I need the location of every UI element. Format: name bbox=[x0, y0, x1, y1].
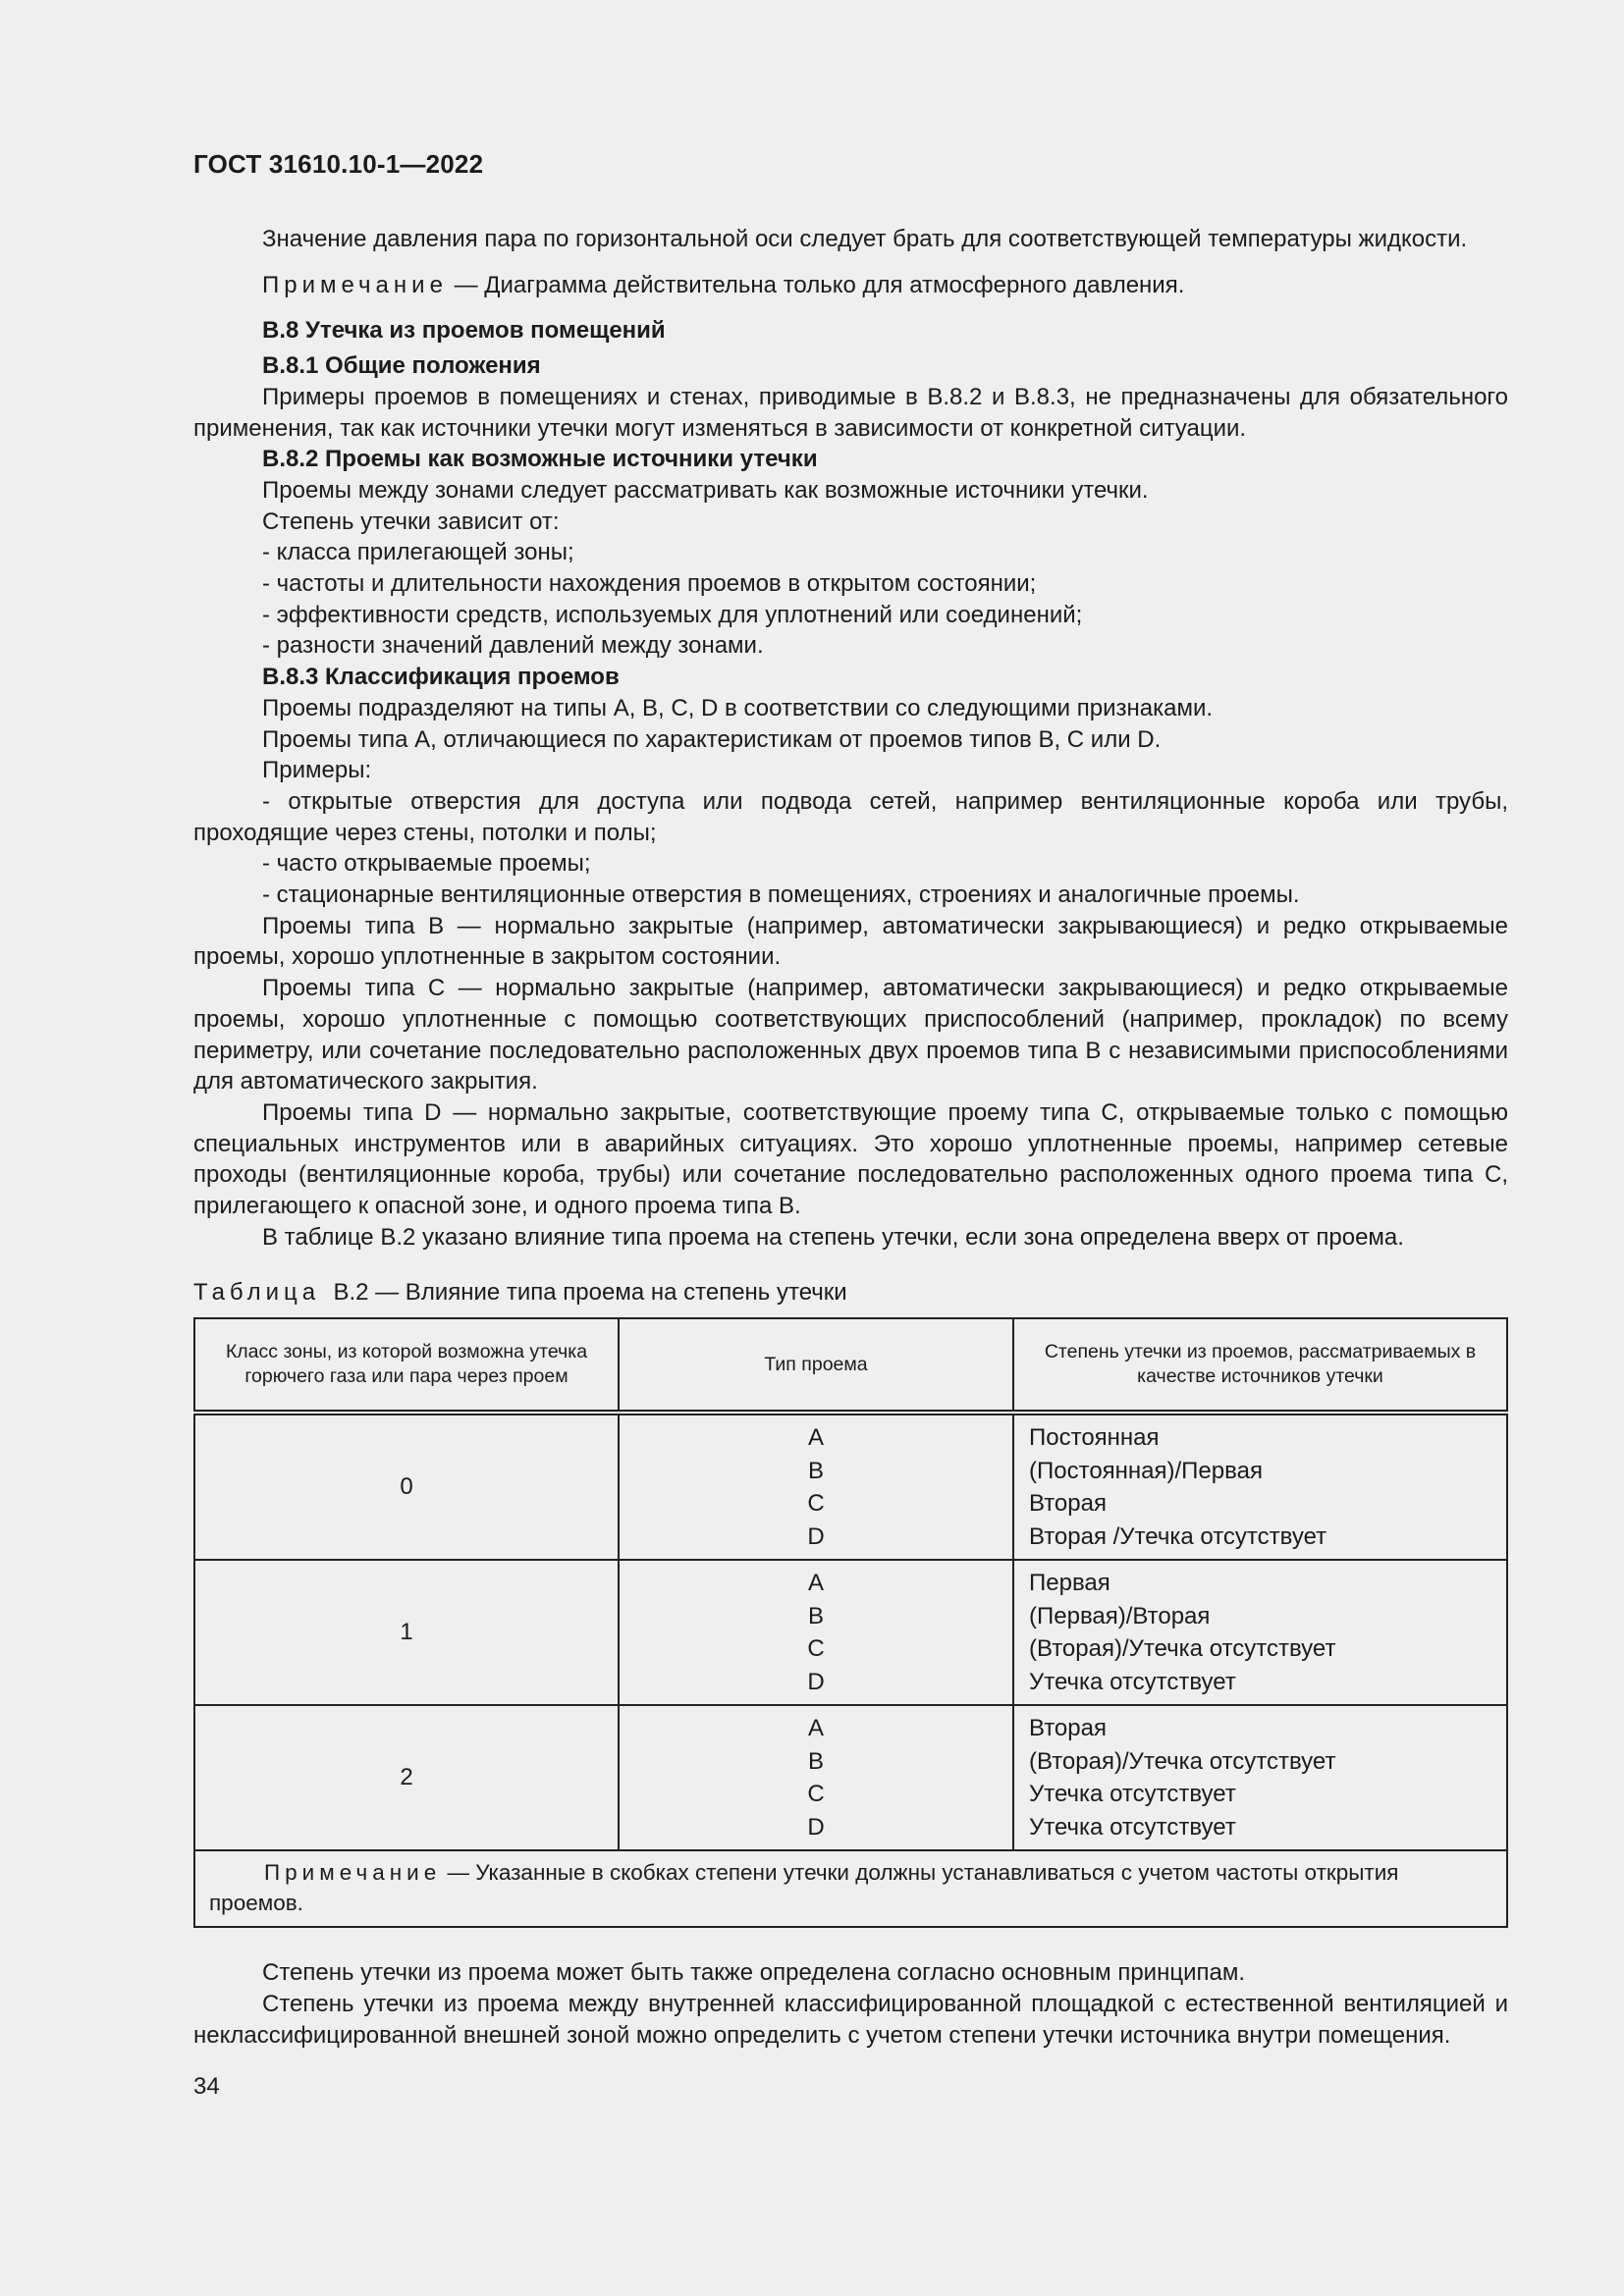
table-row bbox=[194, 1413, 1507, 1560]
opening-type-cell bbox=[619, 1413, 1013, 1560]
note-paragraph bbox=[193, 270, 1508, 301]
opening-type-value: A bbox=[807, 1715, 824, 1742]
zone-class-cell: 1 bbox=[194, 1560, 619, 1705]
intro-paragraph: Значение давления пара по горизонтальной оси следует брать для соответствующей температуры жидкости. bbox=[262, 226, 1468, 252]
leak-degree-cell bbox=[1013, 1705, 1507, 1850]
note-text: — Диаграмма действительна только для атмосферного давления. bbox=[447, 271, 1185, 298]
leak-degree-value: Утечка отсутствует bbox=[1029, 1781, 1236, 1808]
leak-degree-value: (Постоянная)/Первая bbox=[1029, 1457, 1263, 1484]
list-item: - частоты и длительности нахождения проемов в открытом состоянии; bbox=[262, 570, 1037, 598]
document-body bbox=[193, 224, 1508, 2051]
leak-degree-cell bbox=[1013, 1413, 1507, 1560]
opening-type-value: C bbox=[807, 1490, 825, 1518]
leak-degree-table bbox=[193, 1317, 1508, 1928]
table-note-text: — Указанные в скобках степени утечки должны устанавливаться с учетом частоты открытия проемов. bbox=[209, 1860, 1399, 1916]
table-header-cell: Класс зоны, из которой возможна утечка горючего газа или пара через проем bbox=[194, 1318, 619, 1413]
table-row bbox=[194, 1560, 1507, 1705]
opening-type-cell bbox=[619, 1705, 1013, 1850]
section-b81-text: Примеры проемов в помещениях и стенах, приводимые в B.8.2 и B.8.3, не предназначены для обязательного применения, так как источники утечки могут изменяться в зависимости от конкретной ситуации. bbox=[193, 383, 1508, 442]
table-note-label: Примечание bbox=[264, 1860, 442, 1886]
table-note-row bbox=[194, 1850, 1507, 1927]
table-reference-paragraph: В таблице B.2 указано влияние типа проема на степень утечки, если зона определена вверх от проема. bbox=[262, 1223, 1404, 1251]
table-caption bbox=[193, 1277, 1508, 1308]
list-item: - разности значений давлений между зонами. bbox=[262, 632, 764, 660]
table-header-row bbox=[194, 1318, 1507, 1413]
table-row bbox=[194, 1705, 1507, 1850]
section-b83-p3: Примеры: bbox=[262, 757, 372, 784]
zone-class-cell: 2 bbox=[194, 1705, 619, 1850]
list-item: - часто открываемые проемы; bbox=[262, 850, 591, 878]
opening-type-value: B bbox=[807, 1602, 824, 1629]
list-item: - эффективности средств, используемых для уплотнений или соединений; bbox=[262, 601, 1083, 628]
type-d-paragraph: Проемы типа D — нормально закрытые, соответствующие проему типа С, открываемые только с помощью специальных инструментов или в аварийных ситуациях. Это хорошо уплотненные проемы, например сетевые проходы (вентиляционные короба, трубы) или сочетание последовательно расположенных одного проема типа С, прилегающего к опасной зоне, и одного проема типа В. bbox=[193, 1098, 1508, 1220]
section-b81-title: B.8.1 Общие положения bbox=[262, 352, 541, 380]
opening-type-value: C bbox=[807, 1781, 825, 1808]
document-header: ГОСТ 31610.10-1—2022 bbox=[193, 149, 484, 179]
opening-type-value: B bbox=[807, 1457, 824, 1484]
opening-type-value: A bbox=[807, 1424, 824, 1452]
table-header-cell: Степень утечки из проемов, рассматриваемых в качестве источников утечки bbox=[1013, 1318, 1507, 1413]
opening-type-value: C bbox=[807, 1635, 825, 1663]
opening-type-value: D bbox=[807, 1522, 825, 1550]
after-table-paragraph: Степень утечки из проема между внутренней классифицированной площадкой с естественной вентиляцией и неклассифицированной внешней зоной можно определить с учетом степени утечки источника внутри помещения. bbox=[193, 1990, 1508, 2049]
section-b82-title: B.8.2 Проемы как возможные источники утечки bbox=[262, 446, 818, 473]
section-b83-title: B.8.3 Классификация проемов bbox=[262, 664, 620, 691]
leak-degree-value: Утечка отсутствует bbox=[1029, 1668, 1236, 1695]
section-b82-p2: Степень утечки зависит от: bbox=[262, 507, 560, 535]
section-b83-p2: Проемы типа А, отличающиеся по характеристикам от проемов типов В, С или D. bbox=[262, 725, 1162, 753]
section-b8-title: B.8 Утечка из проемов помещений bbox=[262, 317, 666, 345]
leak-degree-value: Первая bbox=[1029, 1570, 1110, 1597]
table-header-cell: Тип проема bbox=[619, 1318, 1013, 1413]
after-table-paragraph: Степень утечки из проема может быть также определена согласно основным принципам. bbox=[262, 1959, 1245, 1987]
list-item: - стационарные вентиляционные отверстия в помещениях, строениях и аналогичные проемы. bbox=[262, 881, 1300, 909]
leak-degree-value: Утечка отсутствует bbox=[1029, 1813, 1236, 1841]
opening-type-value: B bbox=[807, 1747, 824, 1775]
type-b-paragraph: Проемы типа В — нормально закрытые (например, автоматически закрывающиеся) и редко открываемые проемы, хорошо уплотненные в закрытом состоянии. bbox=[193, 912, 1508, 971]
leak-degree-value: Вторая bbox=[1029, 1715, 1107, 1742]
leak-degree-value: (Вторая)/Утечка отсутствует bbox=[1029, 1747, 1336, 1775]
leak-degree-value: Вторая bbox=[1029, 1490, 1107, 1518]
table-caption-text: B.2 — Влияние типа проема на степень утечки bbox=[320, 1278, 847, 1306]
opening-type-value: D bbox=[807, 1668, 825, 1695]
table-note-cell bbox=[194, 1850, 1507, 1927]
list-item: - класса прилегающей зоны; bbox=[262, 539, 574, 566]
leak-degree-value: Постоянная bbox=[1029, 1424, 1160, 1452]
leak-degree-cell bbox=[1013, 1560, 1507, 1705]
section-b82-p1: Проемы между зонами следует рассматривать как возможные источники утечки. bbox=[262, 476, 1149, 504]
note-label: Примечание bbox=[262, 271, 448, 298]
opening-type-value: A bbox=[807, 1570, 824, 1597]
zone-class-cell: 0 bbox=[194, 1413, 619, 1560]
type-c-paragraph: Проемы типа С — нормально закрытые (например, автоматически закрывающиеся) и редко открываемые проемы, хорошо уплотненные с помощью соответствующих приспособлений (например, прокладок) по всему периметру, или сочетание последовательно расположенных двух проемов типа В с независимыми приспособлениями для автоматического закрытия. bbox=[193, 975, 1508, 1095]
leak-degree-value: (Первая)/Вторая bbox=[1029, 1602, 1211, 1629]
opening-type-cell bbox=[619, 1560, 1013, 1705]
table-caption-label: Таблица bbox=[193, 1278, 321, 1306]
list-item: - открытые отверстия для доступа или подвода сетей, например вентиляционные короба или трубы, проходящие через стены, потолки и полы; bbox=[193, 787, 1508, 846]
leak-degree-value: (Вторая)/Утечка отсутствует bbox=[1029, 1635, 1336, 1663]
section-b83-p1: Проемы подразделяют на типы А, В, С, D в соответствии со следующими признаками. bbox=[262, 694, 1214, 721]
opening-type-value: D bbox=[807, 1813, 825, 1841]
page-number: 34 bbox=[193, 2073, 220, 2100]
leak-degree-value: Вторая /Утечка отсутствует bbox=[1029, 1522, 1327, 1550]
